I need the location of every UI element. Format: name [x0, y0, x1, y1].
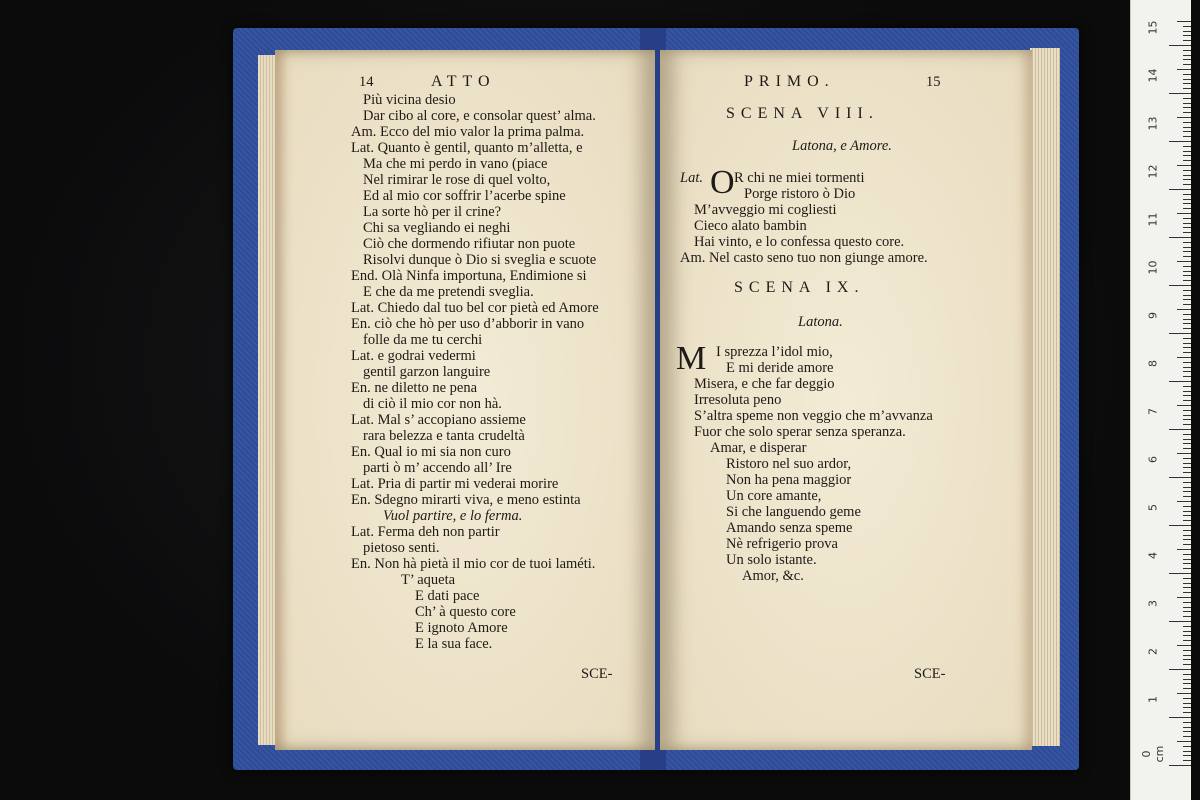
ruler-tick	[1177, 741, 1191, 742]
ruler-tick	[1183, 391, 1191, 392]
ruler-tick	[1183, 352, 1191, 353]
ruler-tick	[1183, 520, 1191, 521]
ruler-tick	[1177, 549, 1191, 550]
ruler-tick	[1183, 256, 1191, 257]
ruler-tick	[1183, 683, 1191, 684]
ruler-tick	[1183, 746, 1191, 747]
ruler-tick	[1183, 155, 1191, 156]
ruler-tick	[1183, 410, 1191, 411]
ruler-tick	[1169, 669, 1191, 670]
text-line: Lat. Mal s’ accopiano assieme	[351, 412, 526, 428]
ruler-tick	[1177, 453, 1191, 454]
ruler-tick	[1177, 501, 1191, 502]
ruler-tick	[1169, 381, 1191, 382]
ruler-tick	[1183, 227, 1191, 228]
ruler-tick	[1183, 592, 1191, 593]
ruler-tick	[1183, 458, 1191, 459]
ruler-tick	[1169, 45, 1191, 46]
ruler-tick	[1183, 635, 1191, 636]
ruler-tick	[1183, 578, 1191, 579]
ruler-tick	[1183, 208, 1191, 209]
ruler-tick	[1183, 304, 1191, 305]
text-line: T’ aqueta	[401, 572, 456, 588]
ruler-tick	[1183, 59, 1191, 60]
ruler-tick	[1183, 83, 1191, 84]
ruler-tick	[1183, 295, 1191, 296]
ruler-tick	[1183, 371, 1191, 372]
ruler-tick	[1183, 247, 1191, 248]
ruler-tick	[1183, 727, 1191, 728]
ruler-tick	[1169, 189, 1191, 190]
ruler-tick	[1183, 472, 1191, 473]
left-running-head: ATTO	[431, 73, 496, 90]
ruler-tick	[1183, 343, 1191, 344]
ruler-label: 10	[1146, 260, 1160, 275]
ruler-tick	[1183, 434, 1191, 435]
ruler-tick	[1183, 496, 1191, 497]
text-line: M’avveggio mi cogliesti	[694, 202, 837, 218]
ruler-tick	[1169, 573, 1191, 574]
ruler-tick	[1183, 587, 1191, 588]
ruler-tick	[1177, 21, 1191, 22]
ruler-tick	[1183, 55, 1191, 56]
ruler-label: 2	[1146, 648, 1160, 655]
ruler-tick	[1177, 69, 1191, 70]
ruler-tick	[1169, 237, 1191, 238]
ruler-tick	[1183, 175, 1191, 176]
ruler-tick	[1183, 650, 1191, 651]
text-line: Non ha pena maggior	[726, 472, 852, 488]
ruler-tick	[1177, 357, 1191, 358]
scene-viii-cast: Latona, e Amore.	[792, 138, 892, 154]
text-line: Un core amante,	[726, 488, 822, 504]
ruler-tick	[1177, 117, 1191, 118]
text-line: Am. Nel casto seno tuo non giunge amore.	[680, 250, 928, 266]
text-line: Ciò che dormendo rifiutar non puote	[363, 236, 576, 252]
ruler-tick	[1177, 693, 1191, 694]
text-line: E che da me pretendi sveglia.	[363, 284, 534, 300]
ruler-label: 0 cm	[1140, 745, 1166, 763]
ruler-tick	[1169, 333, 1191, 334]
ruler-tick	[1183, 511, 1191, 512]
ruler-tick	[1183, 179, 1191, 180]
ruler-tick	[1169, 525, 1191, 526]
left-page-edges	[258, 55, 276, 745]
ruler-tick	[1183, 698, 1191, 699]
ruler-tick	[1169, 621, 1191, 622]
ruler-tick	[1183, 583, 1191, 584]
text-line: Lat. Pria di partir mi vederai morire	[351, 476, 559, 492]
text-line: Misera, e che far deggio	[694, 376, 835, 392]
text-line: Lat.	[680, 170, 703, 186]
text-line: En. Sdegno mirarti viva, e meno estinta	[351, 492, 581, 508]
ruler-tick	[1183, 112, 1191, 113]
text-line: Cieco alato bambin	[694, 218, 807, 234]
ruler-tick	[1177, 165, 1191, 166]
text-line: folle da me tu cerchi	[363, 332, 483, 348]
ruler-tick	[1183, 602, 1191, 603]
ruler-label: 7	[1146, 408, 1160, 415]
ruler-tick	[1169, 141, 1191, 142]
text-line: E ignoto Amore	[415, 620, 508, 636]
text-line: En. Qual io mi sia non curo	[351, 444, 511, 460]
ruler-tick	[1183, 415, 1191, 416]
ruler-tick	[1183, 467, 1191, 468]
text-line: Amar, e disperar	[710, 440, 807, 456]
ruler-tick	[1183, 122, 1191, 123]
ruler-tick	[1183, 275, 1191, 276]
drop-cap-m: M	[676, 340, 707, 377]
ruler-tick	[1183, 487, 1191, 488]
ruler-tick	[1183, 443, 1191, 444]
right-running-head: PRIMO.	[744, 73, 835, 90]
ruler-tick	[1169, 765, 1191, 766]
ruler-tick	[1183, 323, 1191, 324]
ruler-tick	[1183, 98, 1191, 99]
ruler-tick	[1183, 424, 1191, 425]
ruler-tick	[1183, 290, 1191, 291]
ruler-tick	[1183, 530, 1191, 531]
text-line: rara belezza e tanta crudeltà	[363, 428, 525, 444]
ruler-tick	[1169, 477, 1191, 478]
text-line: Nè refrigerio prova	[726, 536, 838, 552]
text-line: parti ò m’ accendo all’ Ire	[363, 460, 512, 476]
ruler-label: 14	[1146, 68, 1160, 83]
ruler-tick	[1183, 160, 1191, 161]
text-line: di ciò il mio cor non hà.	[363, 396, 502, 412]
ruler-tick	[1183, 400, 1191, 401]
text-line: gentil garzon languire	[363, 364, 491, 380]
ruler-tick	[1183, 184, 1191, 185]
ruler-label: 3	[1146, 600, 1160, 607]
ruler-tick	[1183, 515, 1191, 516]
text-line: Ma che mi perdo in vano (piace	[363, 156, 548, 172]
ruler-label: 9	[1146, 312, 1160, 319]
ruler-tick	[1183, 136, 1191, 137]
ruler-tick	[1183, 688, 1191, 689]
ruler-tick	[1183, 631, 1191, 632]
text-line: Lat. Chiedo dal tuo bel cor pietà ed Amore	[351, 300, 599, 316]
text-line: E la sua face.	[415, 636, 493, 652]
ruler-tick	[1183, 367, 1191, 368]
text-line: Più vicina desio	[363, 92, 456, 108]
ruler-tick	[1183, 731, 1191, 732]
text-line: Chi sa vegliando ei neghi	[363, 220, 511, 236]
ruler-tick	[1183, 338, 1191, 339]
ruler-tick	[1183, 655, 1191, 656]
ruler-tick	[1183, 131, 1191, 132]
ruler-tick	[1183, 347, 1191, 348]
ruler-tick	[1183, 146, 1191, 147]
text-line: End. Olà Ninfa importuna, Endimione si	[351, 268, 587, 284]
ruler-tick	[1183, 736, 1191, 737]
ruler-tick	[1183, 679, 1191, 680]
ruler-tick	[1183, 88, 1191, 89]
ruler-label: 12	[1146, 164, 1160, 179]
ruler-tick	[1183, 707, 1191, 708]
right-page-edges	[1030, 48, 1060, 746]
ruler-tick	[1183, 127, 1191, 128]
ruler-tick	[1183, 491, 1191, 492]
text-line: Am. Ecco del mio valor la prima palma.	[351, 124, 585, 140]
ruler-label: 11	[1146, 212, 1160, 227]
ruler-tick	[1183, 419, 1191, 420]
ruler-tick	[1169, 285, 1191, 286]
ruler-tick	[1183, 544, 1191, 545]
ruler-label: 8	[1146, 360, 1160, 367]
left-page-number: 14	[359, 74, 374, 90]
ruler-tick	[1183, 64, 1191, 65]
right-catchword: SCE-	[914, 666, 946, 682]
ruler-tick	[1183, 559, 1191, 560]
text-line: I sprezza l’idol mio,	[716, 344, 833, 360]
ruler-tick	[1183, 26, 1191, 27]
scene-ix-heading: SCENA IX.	[734, 279, 865, 296]
ruler-tick	[1183, 50, 1191, 51]
ruler-tick	[1183, 640, 1191, 641]
left-catchword: SCE-	[581, 666, 613, 682]
ruler-tick	[1183, 611, 1191, 612]
ruler-tick	[1183, 280, 1191, 281]
ruler-tick	[1183, 616, 1191, 617]
ruler-tick	[1183, 386, 1191, 387]
ruler-tick	[1183, 439, 1191, 440]
text-line: Hai vinto, e lo confessa questo core.	[694, 234, 905, 250]
ruler-tick	[1183, 506, 1191, 507]
ruler-tick	[1183, 199, 1191, 200]
ruler-tick	[1183, 563, 1191, 564]
text-line: Ristoro nel suo ardor,	[726, 456, 852, 472]
ruler-tick	[1183, 170, 1191, 171]
ruler-tick	[1183, 760, 1191, 761]
text-line: pietoso senti.	[363, 540, 440, 556]
ruler-tick	[1183, 448, 1191, 449]
scene-viii-heading: SCENA VIII.	[726, 105, 879, 122]
ruler-tick	[1183, 151, 1191, 152]
text-line: En. ciò che hò per uso d’abborir in vano	[351, 316, 585, 332]
ruler-tick	[1183, 755, 1191, 756]
ruler-label: 1	[1146, 696, 1160, 703]
ruler-tick	[1183, 395, 1191, 396]
scene-ix-cast: Latona.	[798, 314, 843, 330]
ruler-label: 5	[1146, 504, 1160, 511]
ruler-tick	[1183, 659, 1191, 660]
ruler-tick	[1183, 703, 1191, 704]
text-line: La sorte hò per il crine?	[363, 204, 502, 220]
text-line: Fuor che solo sperar senza speranza.	[694, 424, 906, 440]
ruler-tick	[1183, 271, 1191, 272]
text-line: Si che languendo geme	[726, 504, 861, 520]
ruler-tick	[1183, 535, 1191, 536]
ruler-tick	[1183, 103, 1191, 104]
ruler-tick	[1177, 261, 1191, 262]
ruler-tick	[1183, 251, 1191, 252]
right-page	[660, 50, 1032, 750]
text-line: En. Non hà pietà il mio cor de tuoi laméti.	[351, 556, 596, 572]
text-line: E mi deride amore	[726, 360, 834, 376]
ruler-tick	[1183, 223, 1191, 224]
ruler-tick	[1183, 539, 1191, 540]
ruler-label: 4	[1146, 552, 1160, 559]
ruler-tick	[1177, 597, 1191, 598]
ruler-tick	[1183, 722, 1191, 723]
ruler-tick	[1183, 712, 1191, 713]
ruler-tick	[1169, 717, 1191, 718]
ruler-tick	[1177, 645, 1191, 646]
ruler-tick	[1183, 626, 1191, 627]
ruler-tick	[1169, 429, 1191, 430]
left-page	[275, 50, 655, 750]
ruler-tick	[1183, 203, 1191, 204]
ruler-tick	[1183, 74, 1191, 75]
ruler-tick	[1177, 405, 1191, 406]
ruler-tick	[1183, 664, 1191, 665]
ruler-tick	[1169, 93, 1191, 94]
text-line: R chi ne miei tormenti	[734, 170, 865, 186]
text-line: Amor, &c.	[742, 568, 804, 584]
ruler-tick	[1183, 319, 1191, 320]
ruler-tick	[1183, 568, 1191, 569]
ruler-tick	[1177, 309, 1191, 310]
ruler-tick	[1183, 554, 1191, 555]
ruler-tick	[1183, 751, 1191, 752]
ruler-tick	[1183, 218, 1191, 219]
ruler-label: 13	[1146, 116, 1160, 131]
measurement-ruler	[1130, 0, 1191, 800]
text-line: Nel rimirar le rose di quel volto,	[363, 172, 551, 188]
text-line: E dati pace	[415, 588, 480, 604]
ruler-tick	[1183, 674, 1191, 675]
ruler-label: 6	[1146, 456, 1160, 463]
ruler-tick	[1183, 35, 1191, 36]
ruler-tick	[1183, 232, 1191, 233]
ruler-tick	[1183, 242, 1191, 243]
ruler-tick	[1183, 607, 1191, 608]
ruler-tick	[1183, 463, 1191, 464]
ruler-label: 15	[1146, 20, 1160, 35]
ruler-tick	[1183, 31, 1191, 32]
drop-cap-o: O	[710, 164, 735, 201]
ruler-tick	[1183, 314, 1191, 315]
ruler-tick	[1183, 299, 1191, 300]
text-line: Un solo istante.	[726, 552, 817, 568]
text-line: Irresoluta peno	[694, 392, 782, 408]
right-page-number: 15	[926, 74, 941, 90]
ruler-tick	[1183, 266, 1191, 267]
ruler-tick	[1177, 213, 1191, 214]
text-line: Lat. Quanto è gentil, quanto m’alletta, e	[351, 140, 583, 156]
text-line: Ed al mio cor soffrir l’acerbe spine	[363, 188, 566, 204]
text-line: Lat. Ferma deh non partir	[351, 524, 500, 540]
ruler-tick	[1183, 40, 1191, 41]
ruler-tick	[1183, 362, 1191, 363]
ruler-tick	[1183, 79, 1191, 80]
ruler-tick	[1183, 328, 1191, 329]
text-line: En. ne diletto ne pena	[351, 380, 478, 396]
text-line: Porge ristoro ò Dio	[744, 186, 856, 202]
text-line: Ch’ à questo core	[415, 604, 516, 620]
ruler-tick	[1183, 376, 1191, 377]
ruler-tick	[1183, 194, 1191, 195]
text-line: S’altra speme non veggio che m’avvanza	[694, 408, 933, 424]
text-line: Dar cibo al core, e consolar quest’ alma.	[363, 108, 596, 124]
text-line: Lat. e godrai vedermi	[351, 348, 476, 364]
text-line: Amando senza speme	[726, 520, 853, 536]
ruler-tick	[1183, 107, 1191, 108]
ruler-tick	[1183, 482, 1191, 483]
text-line: Vuol partire, e lo ferma.	[383, 508, 523, 524]
text-line: Risolvi dunque ò Dio si sveglia e scuote	[363, 252, 597, 268]
